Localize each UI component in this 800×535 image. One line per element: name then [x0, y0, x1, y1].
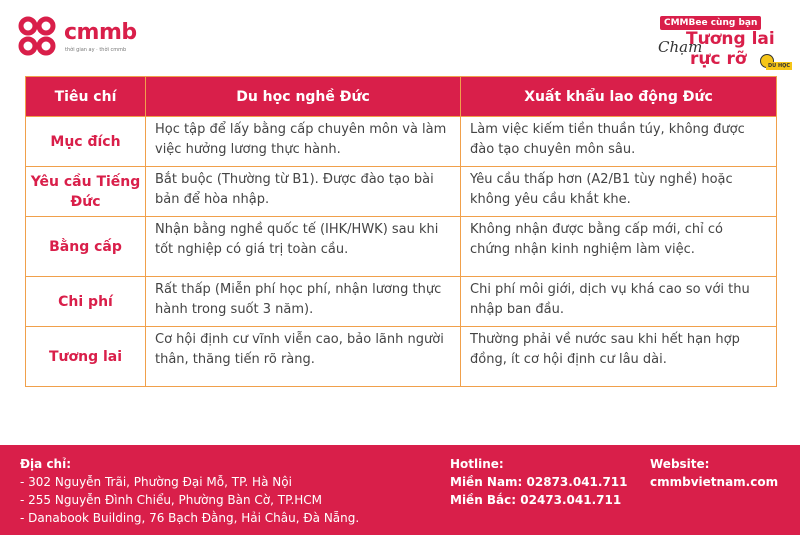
badge-top-text: CMMBee cùng bạn	[660, 16, 761, 30]
criterion-cell: Chi phí	[26, 277, 146, 327]
header-labor-export: Xuất khẩu lao động Đức	[461, 77, 777, 117]
labor-cell: Thường phải về nước sau khi hết hạn hợp đồng, ít cơ hội định cư lâu dài.	[461, 327, 777, 387]
campaign-badge	[656, 16, 790, 76]
hotline-south[interactable]: Miền Nam: 02873.041.711	[450, 475, 628, 489]
study-cell: Nhận bằng nghề quốc tế (IHK/HWK) sau khi tốt nghiệp có giá trị toàn cầu.	[146, 217, 461, 277]
study-cell: Rất thấp (Miễn phí học phí, nhận lương thực hành trong suốt 3 năm).	[146, 277, 461, 327]
labor-cell: Không nhận được bằng cấp mới, chỉ có chứng nhận kinh nghiệm làm việc.	[461, 217, 777, 277]
address-label: Địa chỉ:	[20, 457, 72, 471]
comparison-table	[25, 76, 777, 387]
labor-cell: Làm việc kiếm tiền thuần túy, không được đào tạo chuyên môn sâu.	[461, 117, 777, 167]
study-cell: Cơ hội định cư vĩnh viễn cao, bảo lãnh người thân, thăng tiến rõ ràng.	[146, 327, 461, 387]
table-row	[26, 167, 777, 217]
brand-logo[interactable]	[18, 14, 138, 62]
badge-script-text: Chạm	[658, 38, 703, 56]
criterion-cell: Yêu cầu Tiếng Đức	[26, 167, 146, 217]
table-row	[26, 217, 777, 277]
criterion-cell: Bằng cấp	[26, 217, 146, 277]
table-header-row	[26, 77, 777, 117]
footer-address	[20, 455, 359, 527]
address-line: - Danabook Building, 76 Bạch Đằng, Hải Châu, Đà Nẵng.	[20, 511, 360, 525]
badge-line1: Tương lai	[686, 29, 775, 49]
footer	[0, 445, 800, 535]
table-row	[26, 117, 777, 167]
cmmb-logo-icon	[18, 16, 58, 58]
table-row	[26, 277, 777, 327]
website-label: Website:	[650, 457, 710, 471]
header-vocational-study: Du học nghề Đức	[146, 77, 461, 117]
header-criterion: Tiêu chí	[26, 77, 146, 117]
criterion-cell: Tương lai	[26, 327, 146, 387]
website-link[interactable]: cmmbvietnam.com	[650, 475, 779, 489]
address-line: - 302 Nguyễn Trãi, Phường Đại Mỗ, TP. Hà Nội	[20, 475, 292, 489]
criterion-cell: Mục đích	[26, 117, 146, 167]
address-line: - 255 Nguyễn Đình Chiểu, Phường Bàn Cờ, TP.HCM	[20, 493, 323, 507]
footer-hotline	[450, 455, 628, 509]
labor-cell: Chi phí môi giới, dịch vụ khá cao so với thu nhập ban đầu.	[461, 277, 777, 327]
footer-website	[650, 455, 778, 491]
hotline-north[interactable]: Miền Bắc: 02473.041.711	[450, 493, 622, 507]
labor-cell: Yêu cầu thấp hơn (A2/B1 tùy nghề) hoặc không yêu cầu khắt khe.	[461, 167, 777, 217]
study-cell: Học tập để lấy bằng cấp chuyên môn và làm việc hưởng lương thực hành.	[146, 117, 461, 167]
hotline-label: Hotline:	[450, 457, 504, 471]
study-cell: Bắt buộc (Thường từ B1). Được đào tạo bài bản để hòa nhập.	[146, 167, 461, 217]
brand-name: cmmb	[64, 20, 137, 45]
badge-line2: rực rỡ	[690, 49, 747, 69]
brand-tagline: thời gian ay · thời cmmb	[65, 47, 127, 53]
table-row	[26, 327, 777, 387]
badge-tag: DU HỌC	[768, 63, 791, 69]
